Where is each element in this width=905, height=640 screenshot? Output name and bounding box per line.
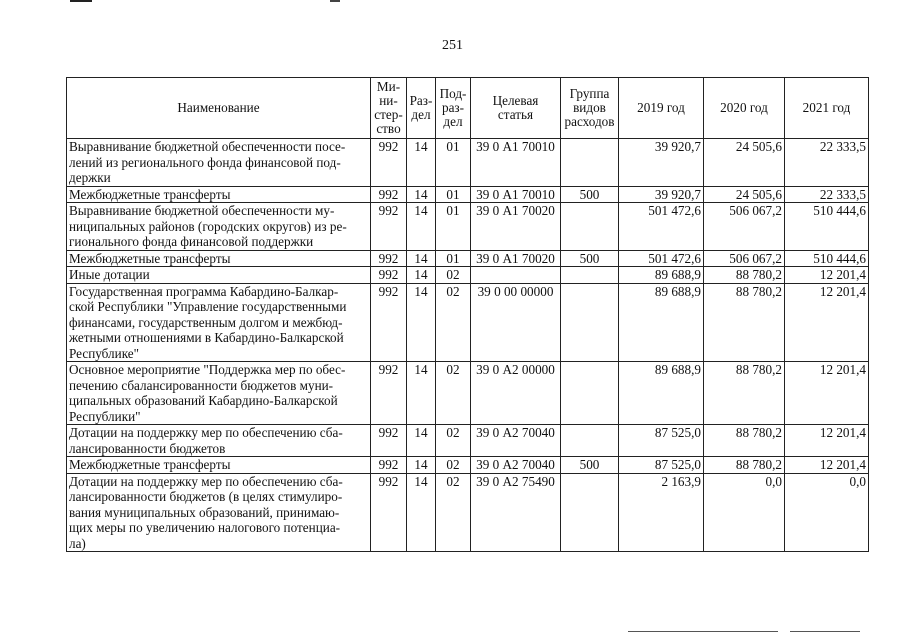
col-header-expense-group: Группа видов расходов: [561, 78, 619, 139]
amount-2021-cell: 12 201,4: [785, 362, 869, 425]
subsection-cell: 01: [436, 250, 471, 267]
name-cell: Иные дотации: [67, 267, 371, 284]
target-article-cell: 39 0 А1 70010: [471, 139, 561, 187]
expense-group-cell: 500: [561, 186, 619, 203]
ministry-cell: 992: [371, 250, 407, 267]
section-cell: 14: [407, 283, 436, 362]
col-header-section: Раз- дел: [407, 78, 436, 139]
amount-2021-cell: 12 201,4: [785, 425, 869, 457]
footer-rule: [628, 631, 778, 632]
section-cell: 14: [407, 457, 436, 474]
amount-2020-cell: 88 780,2: [704, 457, 785, 474]
section-cell: 14: [407, 425, 436, 457]
page-number: 251: [442, 38, 463, 53]
ministry-cell: 992: [371, 425, 407, 457]
ministry-cell: 992: [371, 473, 407, 552]
ministry-cell: 992: [371, 139, 407, 187]
budget-table: [66, 77, 869, 552]
amount-2020-cell: 0,0: [704, 473, 785, 552]
table-row: [67, 139, 869, 187]
name-cell: Государственная программа Кабардино-Балкар- ской Республики "Управление государственными финансами, государственным долгом и межбюд- жетными отношениями в Кабардино-Балкарской Республике": [67, 283, 371, 362]
col-header-2019: 2019 год: [619, 78, 704, 139]
name-cell: Дотации на поддержку мер по обеспечению сба- лансированности бюджетов (в целях стимулиро- вания муниципальных образований, принимаю- щих меры по увеличению налогового потенциа- ла): [67, 473, 371, 552]
section-cell: 14: [407, 250, 436, 267]
target-article-cell: 39 0 А2 00000: [471, 362, 561, 425]
expense-group-cell: [561, 362, 619, 425]
target-article-cell: [471, 267, 561, 284]
table-row: [67, 283, 869, 362]
target-article-cell: 39 0 А1 70020: [471, 250, 561, 267]
footer-rule: [790, 631, 860, 632]
amount-2021-cell: 12 201,4: [785, 267, 869, 284]
section-cell: 14: [407, 139, 436, 187]
table-row: [67, 473, 869, 552]
amount-2021-cell: 510 444,6: [785, 203, 869, 251]
subsection-cell: 01: [436, 139, 471, 187]
expense-group-cell: [561, 425, 619, 457]
amount-2019-cell: 501 472,6: [619, 250, 704, 267]
table-row: [67, 186, 869, 203]
section-cell: 14: [407, 186, 436, 203]
name-cell: Межбюджетные трансферты: [67, 457, 371, 474]
amount-2019-cell: 2 163,9: [619, 473, 704, 552]
expense-group-cell: [561, 203, 619, 251]
amount-2020-cell: 24 505,6: [704, 139, 785, 187]
amount-2021-cell: 12 201,4: [785, 283, 869, 362]
amount-2019-cell: 39 920,7: [619, 186, 704, 203]
amount-2020-cell: 88 780,2: [704, 425, 785, 457]
expense-group-cell: [561, 473, 619, 552]
target-article-cell: 39 0 А1 70020: [471, 203, 561, 251]
col-header-2021: 2021 год: [785, 78, 869, 139]
name-cell: Выравнивание бюджетной обеспеченности му- ниципальных районов (городских округов) из ре- гионального фонда финансовой поддержки: [67, 203, 371, 251]
amount-2019-cell: 89 688,9: [619, 362, 704, 425]
amount-2020-cell: 88 780,2: [704, 362, 785, 425]
name-cell: Выравнивание бюджетной обеспеченности посе- лений из регионального фонда финансовой под- держки: [67, 139, 371, 187]
ministry-cell: 992: [371, 203, 407, 251]
table-row: [67, 457, 869, 474]
ministry-cell: 992: [371, 457, 407, 474]
target-article-cell: 39 0 А2 70040: [471, 457, 561, 474]
expense-group-cell: [561, 139, 619, 187]
subsection-cell: 01: [436, 203, 471, 251]
amount-2021-cell: 12 201,4: [785, 457, 869, 474]
ministry-cell: 992: [371, 267, 407, 284]
amount-2020-cell: 506 067,2: [704, 250, 785, 267]
target-article-cell: 39 0 А2 70040: [471, 425, 561, 457]
table-row: [67, 362, 869, 425]
expense-group-cell: [561, 283, 619, 362]
col-header-subsection: Под- раз- дел: [436, 78, 471, 139]
amount-2021-cell: 0,0: [785, 473, 869, 552]
name-cell: Межбюджетные трансферты: [67, 250, 371, 267]
amount-2020-cell: 506 067,2: [704, 203, 785, 251]
expense-group-cell: [561, 267, 619, 284]
table-row: [67, 267, 869, 284]
col-header-target-article: Целевая статья: [471, 78, 561, 139]
amount-2019-cell: 87 525,0: [619, 425, 704, 457]
subsection-cell: 02: [436, 473, 471, 552]
ministry-cell: 992: [371, 186, 407, 203]
scan-mark: [330, 0, 340, 2]
target-article-cell: 39 0 А2 75490: [471, 473, 561, 552]
amount-2020-cell: 88 780,2: [704, 267, 785, 284]
section-cell: 14: [407, 473, 436, 552]
expense-group-cell: 500: [561, 250, 619, 267]
subsection-cell: 02: [436, 267, 471, 284]
ministry-cell: 992: [371, 362, 407, 425]
target-article-cell: 39 0 00 00000: [471, 283, 561, 362]
scan-mark: [70, 0, 92, 2]
table-row: [67, 250, 869, 267]
section-cell: 14: [407, 203, 436, 251]
ministry-cell: 992: [371, 283, 407, 362]
amount-2021-cell: 510 444,6: [785, 250, 869, 267]
subsection-cell: 02: [436, 362, 471, 425]
subsection-cell: 02: [436, 457, 471, 474]
table-row: [67, 425, 869, 457]
amount-2019-cell: 89 688,9: [619, 267, 704, 284]
subsection-cell: 02: [436, 283, 471, 362]
col-header-2020: 2020 год: [704, 78, 785, 139]
amount-2019-cell: 89 688,9: [619, 283, 704, 362]
name-cell: Основное мероприятие "Поддержка мер по обес- печению сбалансированности бюджетов муни- ципальных образований Кабардино-Балкарской Республики": [67, 362, 371, 425]
table-row: [67, 203, 869, 251]
amount-2020-cell: 24 505,6: [704, 186, 785, 203]
amount-2021-cell: 22 333,5: [785, 139, 869, 187]
amount-2021-cell: 22 333,5: [785, 186, 869, 203]
section-cell: 14: [407, 267, 436, 284]
target-article-cell: 39 0 А1 70010: [471, 186, 561, 203]
col-header-ministry: Ми- ни- стер- ство: [371, 78, 407, 139]
header-row: [67, 78, 869, 139]
subsection-cell: 01: [436, 186, 471, 203]
amount-2019-cell: 39 920,7: [619, 139, 704, 187]
name-cell: Дотации на поддержку мер по обеспечению сба- лансированности бюджетов: [67, 425, 371, 457]
expense-group-cell: 500: [561, 457, 619, 474]
subsection-cell: 02: [436, 425, 471, 457]
amount-2020-cell: 88 780,2: [704, 283, 785, 362]
section-cell: 14: [407, 362, 436, 425]
amount-2019-cell: 501 472,6: [619, 203, 704, 251]
amount-2019-cell: 87 525,0: [619, 457, 704, 474]
name-cell: Межбюджетные трансферты: [67, 186, 371, 203]
col-header-name: Наименование: [67, 78, 371, 139]
